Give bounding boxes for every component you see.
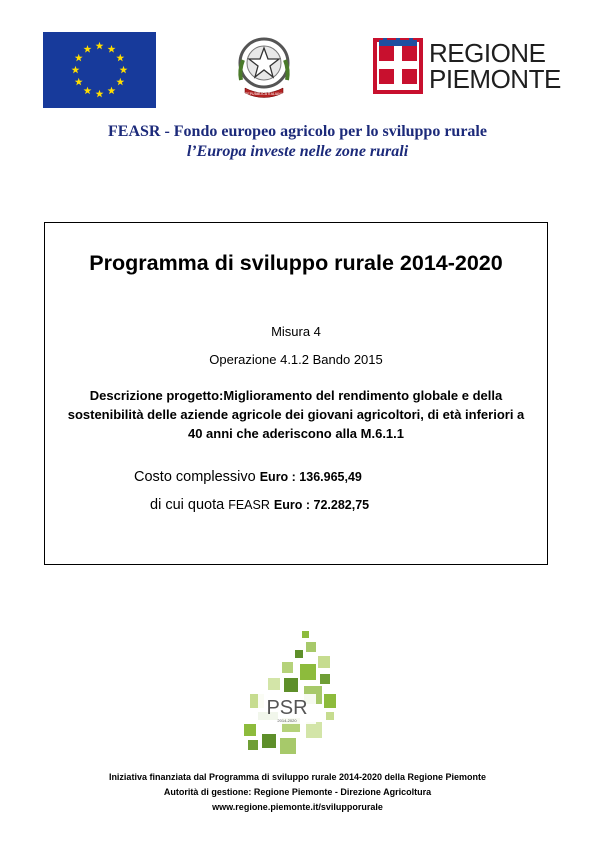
misura-label: Misura 4 [271, 324, 321, 339]
feasr-share-label: di cui quota [150, 497, 225, 513]
feasr-share-fund: FEASR [228, 498, 270, 512]
piemonte-shield-icon [373, 38, 423, 94]
regione-piemonte-logo [373, 38, 561, 94]
eu-flag-logo [43, 32, 156, 108]
feasr-title: FEASR - Fondo europeo agricolo per lo sviluppo rurale [108, 123, 487, 140]
piemonte-line-2: PIEMONTE [429, 64, 561, 94]
psr-logo-years: 2014-2020 [277, 718, 297, 723]
footer-website-link[interactable]: www.regione.piemonte.it/svilupporurale [212, 802, 383, 812]
total-cost-line [134, 469, 362, 485]
psr-mosaic-squares [244, 631, 336, 754]
operazione-label: Operazione 4.1.2 Bando 2015 [209, 352, 383, 367]
footer-funding-line: Iniziativa finanziata dal Programma di sviluppo rurale 2014-2020 della Regione Piemonte [108, 772, 487, 782]
piemonte-wordmark [429, 40, 561, 92]
program-title: Programma di sviluppo rurale 2014-2020 [89, 251, 503, 275]
piemonte-line-1: REGIONE [429, 38, 546, 68]
footer-authority-line: Autorità di gestione: Regione Piemonte - Direzione Agricoltura [163, 787, 432, 797]
total-cost-value: Euro : 136.965,49 [259, 470, 362, 484]
project-description: Descrizione progetto:Miglioramento del rendimento globale e della sostenibilità delle aziende agricole dei giovani agricoltori, di età inferiori a 40 anni che aderiscono alla M.6.1.1 [67, 388, 525, 441]
psr-logo-text: PSR [266, 697, 308, 719]
feasr-share-line [150, 497, 369, 513]
emblem-ribbon-text: REPUBBLICA ITALIANA [244, 92, 284, 96]
feasr-subtitle: l’Europa investe nelle zone rurali [186, 143, 409, 160]
italian-republic-emblem [231, 30, 297, 102]
feasr-share-value: Euro : 72.282,75 [273, 498, 370, 512]
total-cost-label: Costo complessivo [134, 469, 256, 485]
psr-logo [240, 628, 340, 756]
